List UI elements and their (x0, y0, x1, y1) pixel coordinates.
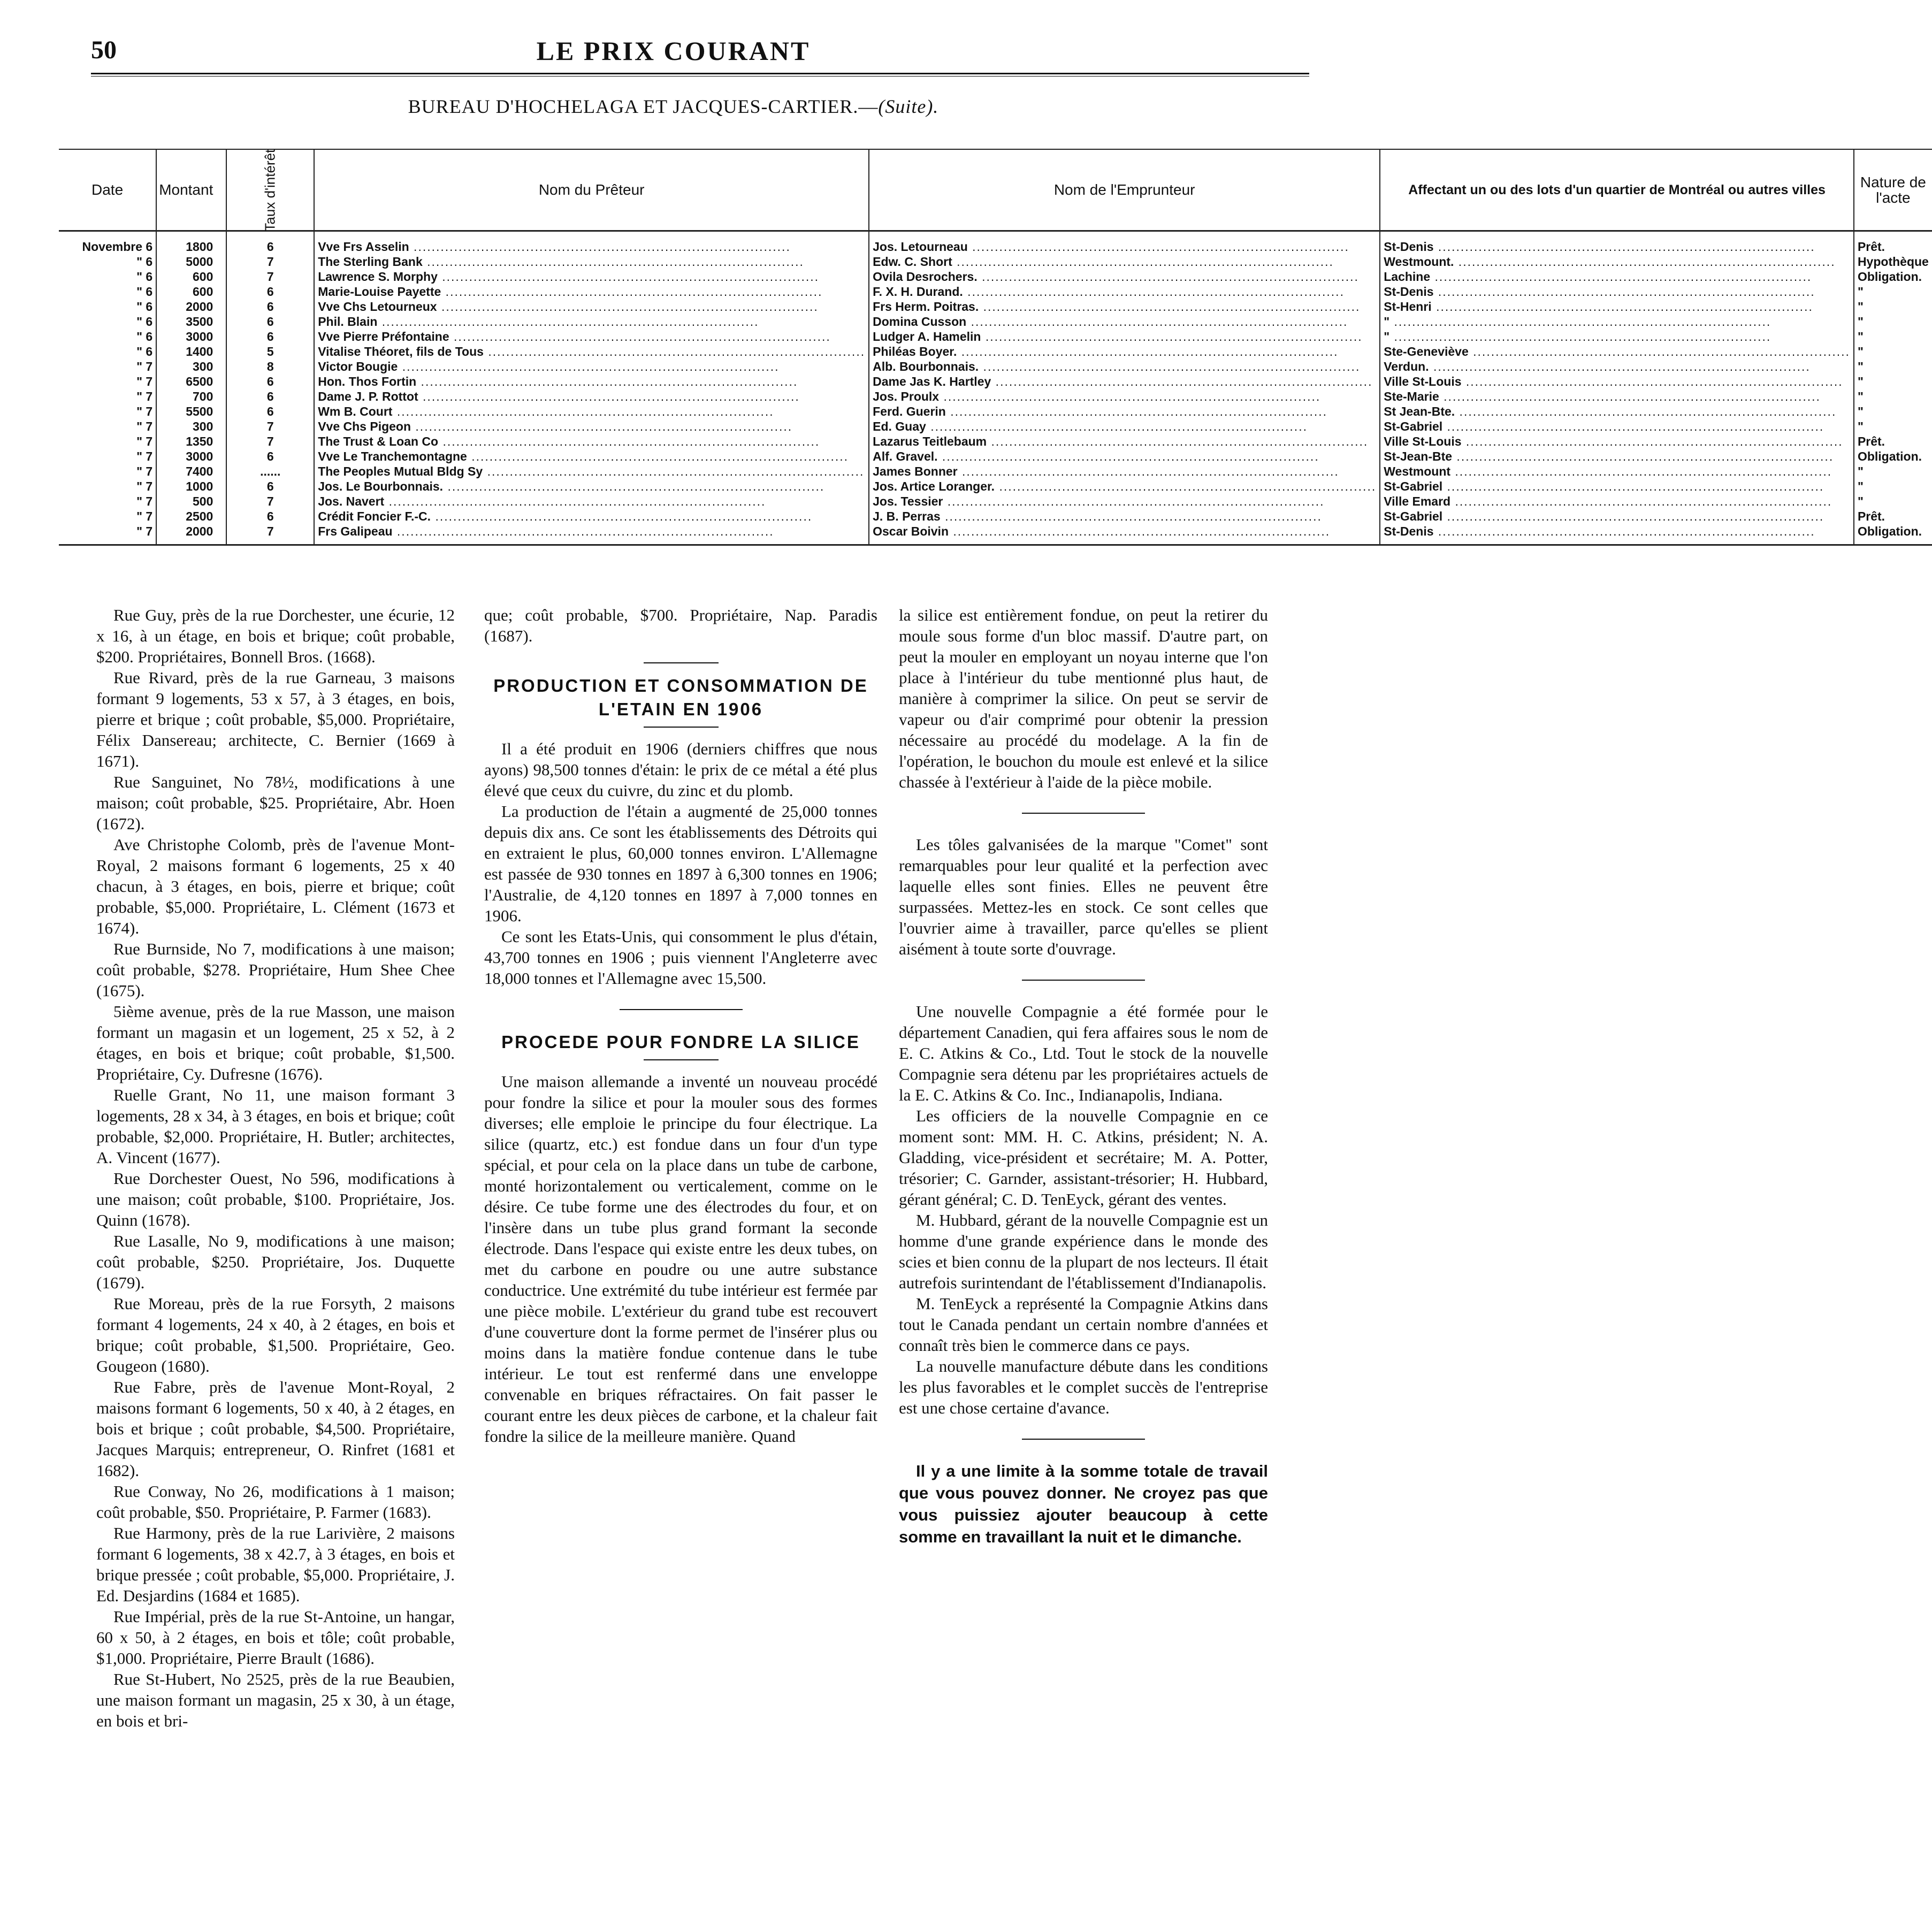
cell-nature: " (1857, 284, 1864, 299)
cell-lender: Vve Frs Asselin ..... (314, 231, 869, 255)
cell-rate: 6 (226, 299, 314, 314)
table-row (59, 344, 1932, 359)
header-lender: Nom du Prêteur (314, 149, 869, 231)
table-row (59, 254, 1932, 269)
cell-area: St-Denis ..... (1380, 284, 1854, 299)
cell-area: Ville St-Louis ..... (1380, 374, 1854, 389)
paragraph: Rue Sanguinet, No 78½, modifications à une maison; coût probable, $25. Propriétaire, Abr. Hoen (1672). (96, 773, 455, 833)
paragraph: La production de l'étain a augmenté de 25,000 tonnes depuis dix ans. Ce sont les établissements des Détroits qui en extraient le plus, 60,000 tonnes environ. L'Allemagne est passée de 930 tonnes en 1897 à 6,300 tonnes en 1906; l'Australie, de 4,120 tonnes en 1897 à 7,000 tonnes en 1906. (484, 802, 877, 925)
cell-nature: Prêt. (1857, 509, 1885, 523)
cell-lender: The Peoples Mutual Bldg Sy ..... (314, 464, 869, 479)
cell-nature: " (1857, 464, 1864, 478)
cell-area: St-Denis ..... (1380, 231, 1854, 255)
table-row (59, 389, 1932, 404)
cell-date: " 6 (59, 329, 156, 344)
cell-date: " 6 (59, 284, 156, 299)
section-title: BUREAU D'HOCHELAGA ET JACQUES-CARTIER.—(Suite). (408, 96, 939, 117)
cell-area: " ..... (1380, 314, 1854, 329)
table-row (59, 374, 1932, 389)
cell-nature: " (1857, 344, 1864, 358)
cell-amount: 600 (156, 269, 226, 284)
cell-amount: 300 (156, 419, 226, 434)
paragraph: Une nouvelle Compagnie a été formée pour le département Canadien, qui fera affaires sous le nom de E. C. Atkins & Co., Ltd. Tout le stock de la nouvelle Compagnie sera détenu par les propriétaires actuels de la E. C. Atkins & Co. Inc., Indianapolis, Indiana. (899, 1002, 1268, 1104)
cell-date: " 7 (59, 359, 156, 374)
cell-nature: " (1857, 494, 1864, 508)
cell-date: " 7 (59, 389, 156, 404)
table-row (59, 419, 1932, 434)
cell-borrower: Jos. Artice Loranger. ..... (869, 479, 1380, 494)
article-silica (484, 1071, 877, 1447)
cell-nature: " (1857, 314, 1864, 328)
divider (644, 662, 719, 663)
cell-lender: Vve Chs Letourneux ..... (314, 299, 869, 314)
cell-date: " 7 (59, 434, 156, 449)
loans-table (59, 149, 1932, 546)
cell-borrower: Jos. Proulx ..... (869, 389, 1380, 404)
article-separator (620, 1009, 743, 1010)
cell-lender: Dame J. P. Rottot ..... (314, 389, 869, 404)
cell-lender: Frs Galipeau ..... (314, 524, 869, 545)
cell-lender: Lawrence S. Morphy ..... (314, 269, 869, 284)
cell-date: " 7 (59, 449, 156, 464)
cell-amount: 3000 (156, 329, 226, 344)
cell-nature: " (1857, 404, 1864, 418)
paragraph: Ave Christophe Colomb, près de l'avenue Mont-Royal, 2 maisons formant 6 logements, 25 x 40 chacun, à 3 étages, en bois, pierre et brique; coût probable, $5,000. Propriétaire, L. Clément (1673 et 1674). (96, 835, 455, 937)
table-row (59, 231, 1932, 255)
paragraph: Rue St-Hubert, No 2525, près de la rue Beaubien, une maison formant un magasin, 25 x 30, à un étage, en bois et bri- (96, 1670, 455, 1730)
cell-area: Ville Emard ..... (1380, 494, 1854, 509)
cell-amount: 2000 (156, 524, 226, 545)
cell-lender: Wm B. Court ..... (314, 404, 869, 419)
cell-rate: 6 (226, 509, 314, 524)
table-body (59, 231, 1932, 545)
cell-area: St-Jean-Bte ..... (1380, 449, 1854, 464)
cell-date: " 7 (59, 524, 156, 545)
table-row (59, 269, 1932, 284)
silica-continuation: la silice est entièrement fondue, on peut la retirer du moule sous forme d'un bloc massif. D'autre part, on peut la mouler en employant un noyau interne que l'on place à l'intérieur du tube mentionné plus haut, de manière à comprimer la silice. On peut se servir de vapeur ou d'air comprimé pour obtenir la pression nécessaire au procédé du modelage. A la fin de l'opération, le bouchon du moule est enlevé et la silice chassée à l'extérieur à l'aide de la pièce mobile. (899, 606, 1268, 791)
cell-lender: Crédit Foncier F.-C. ..... (314, 509, 869, 524)
cell-amount: 700 (156, 389, 226, 404)
cell-date: " 7 (59, 464, 156, 479)
paragraph: 5ième avenue, près de la rue Masson, une maison formant un magasin et un logement, 25 x 52, à 2 étages, en bois et brique; coût probable, $1,500. Propriétaire, Cy. Dufresne (1676). (96, 1002, 455, 1083)
cell-borrower: Frs Herm. Poitras. ..... (869, 299, 1380, 314)
header-borrower: Nom de l'Emprunteur (869, 149, 1380, 231)
cell-rate: 6 (226, 284, 314, 299)
cell-borrower: F. X. H. Durand. ..... (869, 284, 1380, 299)
article-separator (1022, 980, 1145, 981)
cell-nature: Prêt. (1857, 239, 1885, 254)
divider (644, 1059, 719, 1060)
cell-date: " 6 (59, 254, 156, 269)
column-notices (899, 605, 1268, 1548)
cell-lender: Phil. Blain ..... (314, 314, 869, 329)
cell-borrower: Lazarus Teitlebaum ..... (869, 434, 1380, 449)
paragraph: M. TenEyck a représenté la Compagnie Atkins dans tout le Canada pendant un certain nombre d'années et connaît très bien le commerce dans ce pays. (899, 1294, 1268, 1355)
table-row (59, 284, 1932, 299)
cell-borrower: J. B. Perras ..... (869, 509, 1380, 524)
cell-area: Ste-Marie ..... (1380, 389, 1854, 404)
cell-rate: 7 (226, 269, 314, 284)
journal-title: LE PRIX COURANT (536, 36, 811, 66)
cell-nature: Prêt. (1857, 434, 1885, 448)
cell-lender: Vve Pierre Préfontaine ..... (314, 329, 869, 344)
cell-area: St-Gabriel ..... (1380, 509, 1854, 524)
column-articles (484, 605, 877, 1447)
paragraph: Rue Dorchester Ouest, No 596, modifications à une maison; coût probable, $100. Propriétaire, Jos. Quinn (1678). (96, 1169, 455, 1229)
table-row (59, 359, 1932, 374)
paragraph: Rue Guy, près de la rue Dorchester, une écurie, 12 x 16, à un étage, en bois et brique; coût probable, $200. Propriétaires, Bonnell Bros. (1668). (96, 606, 455, 666)
atkins-article (899, 1001, 1268, 1418)
paragraph: Rue Lasalle, No 9, modifications à une maison; coût probable, $250. Propriétaire, Jos. Duquette (1679). (96, 1232, 455, 1292)
cell-rate: 7 (226, 494, 314, 509)
table-row (59, 404, 1932, 419)
paragraph: Rue Fabre, près de l'avenue Mont-Royal, 2 maisons formant 6 logements, 50 x 40, à 2 étages, en bois et brique ; coût probable, $4,500. Propriétaire, Jacques Marquis; entrepreneur, O. Rinfret (1681 et 1682). (96, 1378, 455, 1480)
cell-amount: 5500 (156, 404, 226, 419)
cell-rate: 6 (226, 314, 314, 329)
article-separator (1022, 1439, 1145, 1440)
page-number: 50 (91, 36, 117, 64)
cell-borrower: Philéas Boyer. ..... (869, 344, 1380, 359)
cell-amount: 3500 (156, 314, 226, 329)
table-row (59, 329, 1932, 344)
cell-rate: 6 (226, 404, 314, 419)
cell-rate: 6 (226, 449, 314, 464)
cell-borrower: Ferd. Guerin ..... (869, 404, 1380, 419)
cell-nature: Obligation. (1854, 524, 1932, 545)
table-row (59, 314, 1932, 329)
header-rule (91, 73, 1309, 74)
cell-amount: 1800 (156, 231, 226, 255)
cell-area: Verdun. ..... (1380, 359, 1854, 374)
cell-amount: 500 (156, 494, 226, 509)
cell-borrower: Ludger A. Hamelin ..... (869, 329, 1380, 344)
cell-date: " 7 (59, 479, 156, 494)
cell-amount: 2500 (156, 509, 226, 524)
cell-date: " 7 (59, 509, 156, 524)
cell-date: " 7 (59, 419, 156, 434)
cell-date: " 7 (59, 404, 156, 419)
cell-nature: " (1857, 389, 1864, 403)
cell-amount: 2000 (156, 299, 226, 314)
paragraph: Ruelle Grant, No 11, une maison formant 3 logements, 28 x 34, à 3 étages, en bois et brique; coût probable, $2,000. Propriétaire, H. Butler; architectes, A. Vincent (1677). (96, 1086, 455, 1167)
cell-date: " 7 (59, 374, 156, 389)
cell-nature: " (1857, 329, 1864, 343)
cell-area: St Jean-Bte. ..... (1380, 404, 1854, 419)
cell-rate: 8 (226, 359, 314, 374)
paragraph: Une maison allemande a inventé un nouveau procédé pour fondre la silice et pour la mouler sous des formes diverses; elle emploie le principe du four électrique. La silice (quartz, etc.) est fondue dans un four d'un type spécial, et pour cela on la place dans un tube de carbone, monté horizontalement ou verticalement, comme on le désire. Ce tube forme une des électrodes du four, et on l'insère dans un tube plus grand formant la seconde électrode. Dans l'espace qui existe entre les deux tubes, on met du carbone en poudre ou une autre substance conductrice. Une extrémité du tube intérieur est fermée par une pièce mobile. L'extérieur du grand tube est recouvert d'une couverture dont la forme permet de l'insérer plus ou moins dans la matière fondue contenue dans le tube intérieur. Le tout est renfermé dans une enveloppe convenable en briques réfractaires. On fait passer le courant entre les deux pièces de carbone, et la chaleur fait fondre la silice de la meilleure manière. Quand (484, 1072, 877, 1446)
cell-nature: " (1857, 479, 1864, 493)
cell-rate: 6 (226, 479, 314, 494)
table-row (59, 464, 1932, 479)
cell-area: St-Gabriel ..... (1380, 419, 1854, 434)
table-row (59, 449, 1932, 464)
cell-rate: 6 (226, 329, 314, 344)
cell-rate: 7 (226, 419, 314, 434)
table-row (59, 434, 1932, 449)
paragraph: Rue Burnside, No 7, modifications à une maison; coût probable, $278. Propriétaire, Hum Shee Chee (1675). (96, 939, 455, 1000)
table-row (59, 509, 1932, 524)
cell-date: " 6 (59, 314, 156, 329)
cell-borrower: Alf. Gravel. ..... (869, 449, 1380, 464)
paragraph: Ce sont les Etats-Unis, qui consomment le plus d'étain, 43,700 tonnes en 1906 ; puis viennent l'Angleterre avec 18,000 tonnes et l'Allemagne avec 15,500. (484, 927, 877, 988)
cell-amount: 1000 (156, 479, 226, 494)
heading-tin-production: PRODUCTION ET CONSOMMATION DE L'ETAIN EN 1906 (493, 676, 868, 719)
comet-notice: Les tôles galvanisées de la marque "Comet" sont remarquables pour leur qualité et la perfection avec laquelle elles sont finies. Elles ne peuvent être surpassées. Mettez-les en stock. Ce sont celles que l'ouvrier aime à travailler, parce qu'elles se plient aisément à toute sorte d'ouvrage. (899, 835, 1268, 958)
cell-amount: 6500 (156, 374, 226, 389)
header-area: Affectant un ou des lots d'un quartier de Montréal ou autres villes (1380, 149, 1854, 231)
cell-amount: 5000 (156, 254, 226, 269)
cell-rate: 6 (226, 231, 314, 255)
table-row (59, 479, 1932, 494)
cell-amount: 1400 (156, 344, 226, 359)
cell-nature: Hypothèque (1857, 254, 1929, 269)
cell-borrower: Ed. Guay ..... (869, 419, 1380, 434)
paragraph: M. Hubbard, gérant de la nouvelle Compagnie est un homme d'une grande expérience dans le monde des scies et bien connu de la plupart de nos lecteurs. Il était autrefois surintendant de l'établissement d'Indianapolis. (899, 1211, 1268, 1292)
paragraph: Rue Harmony, près de la rue Larivière, 2 maisons formant 6 logements, 38 x 42.7, à 3 étages, en bois et brique pressée ; coût probable, $5,000. Propriétaire, J. Ed. Desjardins (1684 et 1685). (96, 1524, 455, 1605)
heading-silica-process: PROCEDE POUR FONDRE LA SILICE (501, 1032, 860, 1052)
cell-borrower: James Bonner ..... (869, 464, 1380, 479)
paragraph: La nouvelle manufacture débute dans les conditions les plus favorables et le complet succès de l'entreprise est une chose certaine d'avance. (899, 1357, 1268, 1417)
cell-area: Lachine ..... (1380, 269, 1854, 284)
cell-borrower: Ovila Desrochers. ..... (869, 269, 1380, 284)
cell-lender: Jos. Navert ..... (314, 494, 869, 509)
article-separator (1022, 813, 1145, 814)
table-row (59, 524, 1932, 545)
cell-borrower: Jos. Letourneau ..... (869, 231, 1380, 255)
header-date: Date (59, 149, 156, 231)
cell-date: " 7 (59, 494, 156, 509)
cell-date: Novembre 6 (59, 231, 156, 255)
cell-rate: ...... (226, 464, 314, 479)
cell-rate: 7 (226, 434, 314, 449)
table-row (59, 494, 1932, 509)
cell-lender: Jos. Le Bourbonnais. ..... (314, 479, 869, 494)
paragraph: Il a été produit en 1906 (derniers chiffres que nous ayons) 98,500 tonnes d'étain: le prix de ce métal a été plus élevé que ceux du cuivre, du zinc et du plomb. (484, 739, 877, 800)
header-nature: Nature de l'acte (1854, 149, 1932, 231)
cell-borrower: Edw. C. Short ..... (869, 254, 1380, 269)
article-tin (484, 738, 877, 989)
cell-lender: Marie-Louise Payette ..... (314, 284, 869, 299)
divider (644, 727, 719, 728)
cell-rate: 7 (226, 524, 314, 545)
cell-amount: 7400 (156, 464, 226, 479)
cell-area: St-Henri ..... (1380, 299, 1854, 314)
cell-rate: 7 (226, 254, 314, 269)
cell-area: Westmount. ..... (1380, 254, 1854, 269)
cell-lender: The Trust & Loan Co ..... (314, 434, 869, 449)
cell-nature: Obligation. (1857, 269, 1922, 284)
cell-rate: 6 (226, 389, 314, 404)
cell-borrower: Alb. Bourbonnais. ..... (869, 359, 1380, 374)
cell-area: Westmount ..... (1380, 464, 1854, 479)
table-row (59, 299, 1932, 314)
cell-borrower: Dame Jas K. Hartley ..... (869, 374, 1380, 389)
work-limit-notice: Il y a une limite à la somme totale de travail que vous pouvez donner. Ne croyez pas que vous puissiez ajouter beaucoup à cette somme en travaillant la nuit et le dimanche. (899, 1462, 1268, 1546)
cell-borrower: Jos. Tessier ..... (869, 494, 1380, 509)
paragraph: Rue Impérial, près de la rue St-Antoine, un hangar, 60 x 50, à 2 étages, en bois et tôle; coût probable, $1,000. Propriétaire, Pierre Brault (1686). (96, 1607, 455, 1668)
cell-lender: The Sterling Bank ..... (314, 254, 869, 269)
cell-date: " 6 (59, 269, 156, 284)
cell-area: St-Denis ..... (1380, 524, 1854, 545)
paragraph: Rue Moreau, près de la rue Forsyth, 2 maisons formant 4 logements, 24 x 40, à 2 étages, en bois et brique; coût probable, $1,500. Propriétaire, Geo. Gougeon (1680). (96, 1294, 455, 1376)
cell-nature: Obligation. (1857, 449, 1922, 463)
header-amount: Montant (156, 149, 226, 231)
cell-lender: Victor Bougie ..... (314, 359, 869, 374)
cell-area: Ste-Geneviève ..... (1380, 344, 1854, 359)
continuation-text: que; coût probable, $700. Propriétaire, Nap. Paradis (1687). (484, 606, 877, 645)
cell-amount: 600 (156, 284, 226, 299)
paragraph: Rue Conway, No 26, modifications à 1 maison; coût probable, $50. Propriétaire, P. Farmer (1683). (96, 1482, 455, 1522)
cell-rate: 5 (226, 344, 314, 359)
column-building-permits (96, 605, 455, 1731)
cell-lender: Hon. Thos Fortin ..... (314, 374, 869, 389)
header-rate: Taux d'intérêt (226, 149, 314, 231)
paragraph: Rue Rivard, près de la rue Garneau, 3 maisons formant 9 logements, 53 x 57, à 3 étages, en bois, pierre et brique ; coût probable, $5,000. Propriétaire, Félix Dansereau; architecte, C. Bernier (1669 à 1671). (96, 668, 455, 770)
cell-date: " 6 (59, 299, 156, 314)
table-header-row (59, 149, 1932, 231)
cell-amount: 300 (156, 359, 226, 374)
header-rule-thin (91, 76, 1309, 77)
cell-area: " ..... (1380, 329, 1854, 344)
cell-nature: " (1857, 299, 1864, 314)
cell-lender: Vve Chs Pigeon ..... (314, 419, 869, 434)
cell-nature: " (1857, 374, 1864, 388)
cell-amount: 1350 (156, 434, 226, 449)
cell-date: " 6 (59, 344, 156, 359)
cell-area: Ville St-Louis ..... (1380, 434, 1854, 449)
cell-area: St-Gabriel ..... (1380, 479, 1854, 494)
cell-nature: " (1857, 419, 1864, 433)
cell-rate: 6 (226, 374, 314, 389)
cell-borrower: Oscar Boivin ..... (869, 524, 1380, 545)
cell-lender: Vve Le Tranchemontagne ..... (314, 449, 869, 464)
cell-lender: Vitalise Théoret, fils de Tous ..... (314, 344, 869, 359)
paragraph: Les officiers de la nouvelle Compagnie en ce moment sont: MM. H. C. Atkins, président; N. A. Gladding, vice-président et secrétaire; M. A. Potter, trésorier; C. Garnder, assistant-trésorier; H. Hubbard, gérant général; C. D. TenEyck, gérant des ventes. (899, 1106, 1268, 1209)
cell-amount: 3000 (156, 449, 226, 464)
cell-nature: " (1857, 359, 1864, 373)
cell-borrower: Domina Cusson ..... (869, 314, 1380, 329)
